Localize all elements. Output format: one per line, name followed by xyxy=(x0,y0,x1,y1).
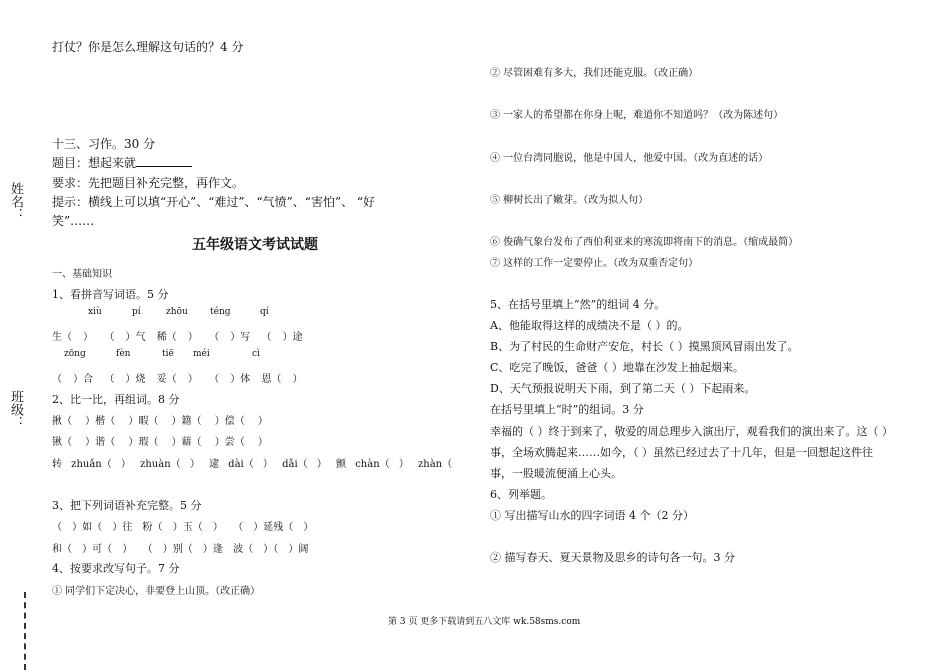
compare-row-3: 转 zhuǎn（ ） zhuàn（ ） 逮 dài（ ） dǎi（ ） 颤 chàn（ ） zhàn（ xyxy=(52,459,453,470)
rewrite-item-5: ⑤ 柳树长出了嫩芽。（改为拟人句） xyxy=(490,195,649,206)
question-5-a: A、他能取得这样的成绩决不是（ ）的。 xyxy=(490,319,689,332)
essay-requirement: 要求：先把题目补充完整，再作文。 xyxy=(52,176,245,190)
pinyin-2-4: méi xyxy=(193,349,210,359)
question-5-c: C、吃完了晚饭，爸爸（ ）地靠在沙发上抽起烟来。 xyxy=(490,361,744,374)
word-row-1: 生（ ） （ ）气 稀（ ） （ ）写 （ ）途 xyxy=(52,332,303,343)
pinyin-2-2: fèn xyxy=(116,349,131,359)
rewrite-item-7: ⑦ 这样的工作一定要停止。（改为双重否定句） xyxy=(490,258,699,269)
shi-paragraph-line3: 事，一股暖流便涌上心头。 xyxy=(490,467,622,480)
pinyin-2-1: zōng xyxy=(64,349,86,359)
pinyin-2-3: tiē xyxy=(162,349,174,359)
pinyin-1-5: qí xyxy=(260,307,269,317)
rewrite-item-6: ⑥ 俊确气象台发布了西伯利亚来的寒流即将南下的消息。（缩成最简） xyxy=(490,237,799,248)
pinyin-2-5: cì xyxy=(252,349,260,359)
question-5-d: D、天气预报说明天下雨，到了第二天（ ）下起雨来。 xyxy=(490,382,756,395)
binding-line xyxy=(24,592,26,670)
pinyin-1-2: pí xyxy=(132,307,141,317)
shi-paragraph-line2: 事，全场欢腾起来……如今，（ ）虽然已经过去了十几年，但是一回想起这件往 xyxy=(490,446,873,459)
rewrite-item-2: ② 尽管困难有多大，我们还能克服。（改正确） xyxy=(490,68,699,79)
question-6-item-1: ① 写出描写山水的四字词语 4 个（2 分） xyxy=(490,509,694,522)
shi-paragraph-line1: 幸福的（ ）终于到来了，敬爱的周总理步入演出厅，观看我们的演出来了。这（ ） xyxy=(490,425,893,438)
pinyin-1-1: xiù xyxy=(88,307,102,317)
question-6: 6、列举题。 xyxy=(490,488,552,501)
essay-topic xyxy=(52,154,192,171)
topic-blank xyxy=(136,154,192,167)
question-6-item-2: ② 描写春天、夏天景物及思乡的诗句各一句。3 分 xyxy=(490,551,735,564)
question-4: 4、按要求改写句子。7 分 xyxy=(52,562,180,575)
fill-row-1: （ ）如（ ）往 粉（ ）玉（ ） （ ）延残（ ） xyxy=(52,522,314,533)
question-2: 2、比一比，再组词。8 分 xyxy=(52,393,180,406)
question-5-b: B、为了村民的生命财产安危，村长（ ）摸黑顶风冒雨出发了。 xyxy=(490,340,799,353)
word-row-2: （ ）合 （ ）烧 妥（ ） （ ）体 恩（ ） xyxy=(52,374,303,385)
rewrite-item-4: ④ 一位台湾同胞说，他是中国人，他爱中国。（改为直述的话） xyxy=(490,153,769,164)
compare-row-1: 揪（ ）楷（ ）暇（ ）籍（ ）偿（ ） xyxy=(52,416,268,427)
class-label: 班级： xyxy=(8,390,23,429)
page-footer: 第 3 页 更多下载请到五八文库 wk.58sms.com xyxy=(388,617,581,627)
exam-title: 五年级语文考试试题 xyxy=(192,237,318,253)
question-4-item-1: ① 同学们下定决心，非要登上山顶。（改正确） xyxy=(52,586,261,597)
question-1: 1、看拼音写词语。5 分 xyxy=(52,288,169,301)
essay-hint-line1: 提示：横线上可以填“开心”、“难过”、“气愤”、“害怕”、 “好 xyxy=(52,195,376,209)
shi-instruction: 在括号里填上“时”的组词。3 分 xyxy=(490,403,644,416)
rewrite-item-3: ③ 一家人的希望都在你身上呢，难道你不知道吗？（改为陈述句） xyxy=(490,110,784,121)
pinyin-1-3: zhōu xyxy=(166,307,188,317)
question-3: 3、把下列词语补充完整。5 分 xyxy=(52,499,202,512)
question-continuation: 打仗？你是怎么理解这句话的？4 分 xyxy=(52,40,244,54)
essay-hint-line2: 笑”…… xyxy=(52,214,95,228)
section-basic: 一、基础知识 xyxy=(52,269,112,280)
question-5: 5、在括号里填上“然”的组词 4 分。 xyxy=(490,298,666,311)
pinyin-1-4: téng xyxy=(210,307,231,317)
name-label: 姓名： xyxy=(8,182,23,221)
section-13-title: 十三、习作。30 分 xyxy=(52,137,156,151)
essay-topic-text: 题目：想起来就 xyxy=(52,156,137,170)
compare-row-2: 锹（ ）谐（ ）瑕（ ）藉（ ）尝（ ） xyxy=(52,437,268,448)
fill-row-2: 和（ ）可（ ） （ ）别（ ）逢 波（ ）（ ）阔 xyxy=(52,544,309,555)
